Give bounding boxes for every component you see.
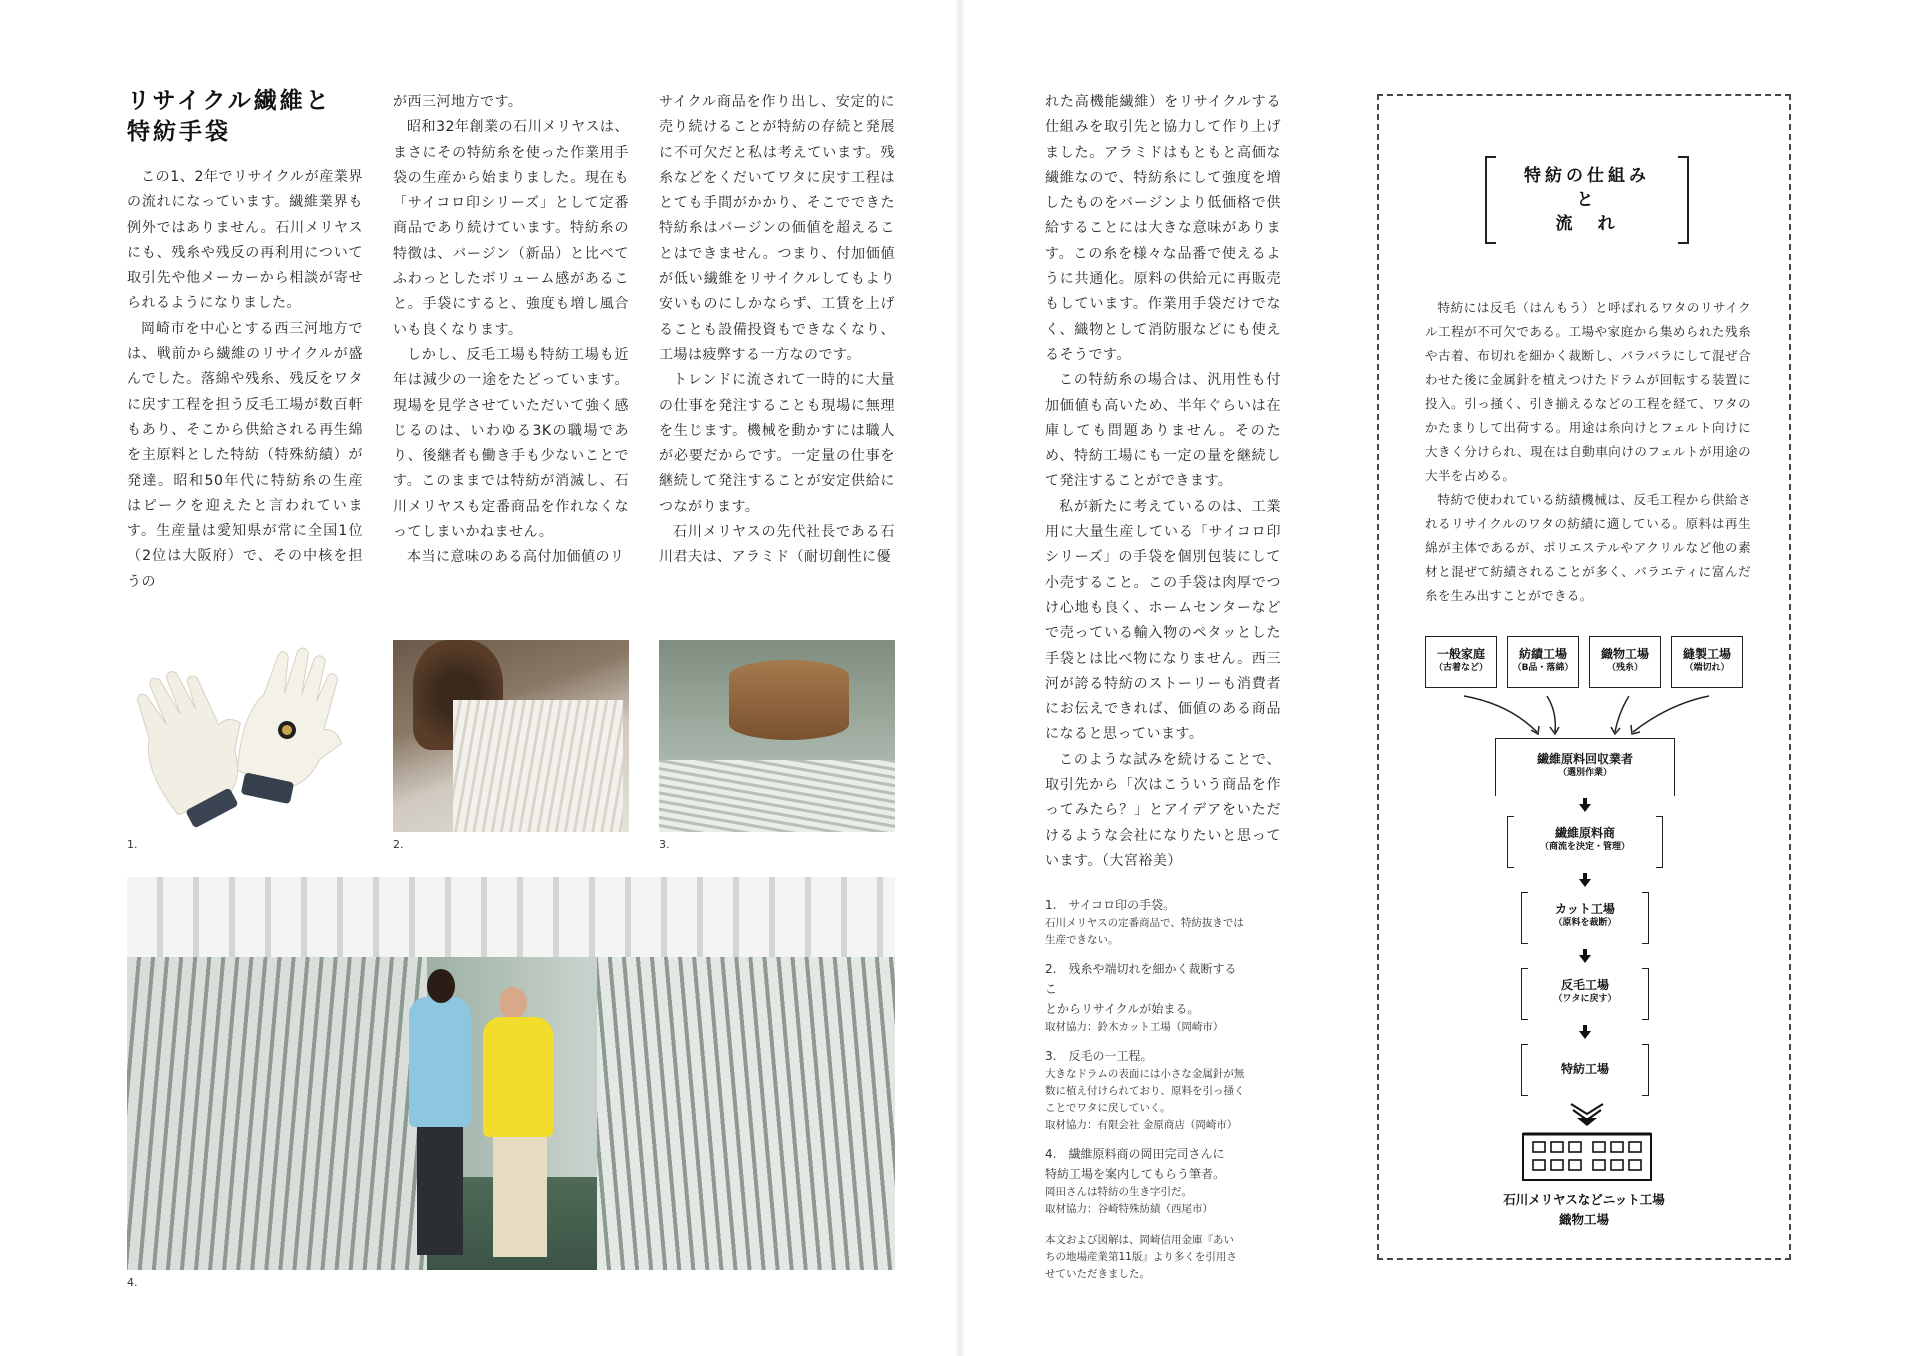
person-trousers — [493, 1137, 547, 1257]
article-column-3 — [659, 90, 895, 571]
flow-label: カット工場 — [1555, 902, 1615, 916]
photo-cutting-scraps — [393, 640, 629, 832]
caption-2-head — [1045, 959, 1245, 1019]
flow-sublabel: （原料を裁断） — [1553, 918, 1617, 928]
spinning-frame-left — [127, 957, 427, 1270]
caption-line: 本文および図解は、岡崎信用金庫『あい — [1045, 1234, 1234, 1246]
caption-4-head — [1045, 1144, 1245, 1184]
caption-line: 取材協力：鈴木カット工場（岡崎市） — [1045, 1021, 1224, 1033]
flow-source-weaving-mill — [1589, 636, 1661, 688]
paragraph: しかし、反毛工場も特紡工場も近年は減少の一途をたどっています。現場を見学させていただいて強く感じるのは、いわゆる3Kの職場であり、後継者も働き手も少ないことです。このままでは特紡が消滅し、石川メリヤスも定番商品を作れなくなってしまいかねません。 — [393, 346, 629, 541]
photo-label-2: 2. — [393, 838, 404, 851]
paragraph: 昭和32年創業の石川メリヤスは、まさにその特紡糸を使った作業用手袋の生産から始まりました。現在も「サイコロ印シリーズ」として定番商品であり続けています。特紡糸の特徴は、バージン（新品）と比べてふわっとしたボリューム感があること。手袋にすると、強度も増し風合いも良くなります。 — [393, 119, 629, 338]
article-title — [127, 86, 332, 148]
sidebar-title-line: と — [1576, 190, 1598, 210]
flow-label: 一般家庭 — [1436, 647, 1485, 661]
photo-label-1: 1. — [127, 838, 138, 851]
flow-sublabel: （商流を決定・管理） — [1539, 842, 1630, 852]
person-head — [427, 969, 455, 1003]
fabric-strips — [453, 700, 623, 832]
photo-captions — [1045, 895, 1245, 1283]
gloves-illustration — [127, 640, 363, 832]
photo-spinning-factory — [127, 877, 895, 1270]
converging-arrows-icon — [1419, 692, 1749, 742]
paragraph: が西三河地方です。 — [393, 94, 523, 110]
flow-sublabel: （端切れ） — [1684, 663, 1730, 673]
flow-label: 繊維原料回収業者 — [1536, 752, 1633, 766]
caption-1-head: 1. サイコロ印の手袋。 — [1045, 898, 1176, 912]
caption-line: 生産できない。 — [1045, 934, 1119, 946]
flow-sublabel: （選別作業） — [1557, 768, 1612, 778]
flow-label: 縫製工場 — [1682, 647, 1731, 661]
paragraph: この特紡糸の場合は、汎用性も付加価値も高いため、半年ぐらいは在庫しても問題ありません。そのため、特紡工場にも一定の量を継続して発注することができます。 — [1045, 372, 1281, 490]
flow-sublabel: （ワタに戻す） — [1553, 994, 1617, 1004]
paragraph: 本当に意味のある高付加価値のリ — [407, 549, 625, 566]
flow-source-sewing-factory — [1671, 636, 1743, 688]
sidebar-text — [1425, 296, 1751, 608]
page-gutter — [955, 0, 965, 1356]
caption-line: 取材協力：谷崎特殊紡績（西尾市） — [1045, 1203, 1213, 1215]
paragraph: この1、2年でリサイクルが産業界の流れになっています。繊維業界も例外ではありません。石川メリヤスにも、残糸や残反の再利用について取引先や他メーカーから相談が寄せられるようになりました。 — [127, 169, 363, 312]
flow-source-household — [1425, 636, 1497, 688]
arrow-down-icon — [1579, 804, 1591, 812]
caption-3-body — [1045, 1066, 1245, 1134]
photo-gloves — [127, 640, 363, 832]
cotton-fibres — [659, 760, 895, 832]
flow-collector — [1495, 738, 1675, 796]
photo-label-3: 3. — [659, 838, 670, 851]
caption-4-body — [1045, 1184, 1245, 1218]
flow-sublabel: （B品・落綿） — [1512, 663, 1574, 673]
flow-step-cutting-factory — [1521, 892, 1649, 944]
factory-building-icon — [1519, 1126, 1655, 1182]
caption-line: とからリサイクルが始まる。 — [1045, 1002, 1200, 1016]
caption-line: 岡田さんは特紡の生き字引だ。 — [1045, 1186, 1192, 1198]
person-in-yellow-shirt — [483, 1017, 553, 1137]
caption-line: 2. 残糸や端切れを細かく裁断するこ — [1045, 962, 1237, 996]
caption-2-body — [1045, 1019, 1245, 1036]
paragraph: 石川メリヤスの先代社長である石川君夫は、アラミド（耐切創性に優 — [659, 524, 895, 566]
caption-line: 数に植え付けられており、原料を引っ掻く — [1045, 1085, 1245, 1097]
person-in-blue-jacket — [409, 997, 471, 1127]
paragraph: トレンドに流されて一時的に大量の仕事を発注することも現場に無理を生じます。機械を動かすには職人が必要だからです。一定量の仕事を継続して発注することが安定供給につながります。 — [659, 372, 895, 515]
caption-line: 特紡工場を案内してもらう筆者。 — [1045, 1167, 1226, 1181]
caption-line: 取材協力：有限会社 金原商店（岡崎市） — [1045, 1119, 1238, 1131]
caption-3-head: 3. 反毛の一工程。 — [1045, 1049, 1153, 1063]
flow-step-special-spinning-factory — [1521, 1044, 1649, 1096]
paragraph: 特紡で使われている紡績機械は、反毛工程から供給されるリサイクルのワタの紡績に適している。原料は再生綿が主体であるが、ポリエステルやアクリルなど他の素材と混ぜて紡績されることが多く、バラエティに富んだ糸を生み出すことができる。 — [1425, 492, 1751, 603]
flow-label: 紡績工場 — [1518, 647, 1567, 661]
flow-step-reclaiming-factory — [1521, 968, 1649, 1020]
caption-line: ことでワタに戻していく。 — [1045, 1102, 1171, 1114]
sidebar-title — [1485, 164, 1689, 236]
flow-label: 繊維原料商 — [1554, 826, 1615, 840]
caption-line: 4. 繊維原料商の岡田完司さんに — [1045, 1147, 1225, 1161]
arrow-down-icon — [1579, 1031, 1591, 1039]
flow-step-raw-material-dealer — [1507, 816, 1663, 868]
paragraph: サイクル商品を作り出し、安定的に売り続けることが特紡の存続と発展に不可欠だと私は考えています。残糸などをくだいてワタに戻す工程はとても手間がかかり、そこでできた特紡糸はバージンの価値を超えることはできません。つまり、付加価値が低い繊維をリサイクルしてもより安いものにしかならず、工賃を上げることも設備投資もできなくなり、工場は疲弊する一方なのです。 — [659, 94, 895, 363]
photo-drum-machine — [659, 640, 895, 832]
drum-roller — [729, 660, 849, 740]
caption-line: 大きなドラムの表面には小さな金属針が無 — [1045, 1068, 1245, 1080]
final-factory-label — [1379, 1190, 1789, 1230]
final-factory-line: 石川メリヤスなどニット工場 — [1503, 1192, 1665, 1207]
flow-sublabel: （古着など） — [1433, 663, 1488, 673]
flow-sublabel: （残糸） — [1606, 663, 1643, 673]
source-note — [1045, 1232, 1245, 1283]
person-head — [499, 987, 527, 1019]
person-legs — [417, 1127, 463, 1255]
paragraph: このような試みを続けることで、取引先から「次はこういう商品を作ってみたら？」とアイデアをいただけるような会社になりたいと思っています。（大宮裕美） — [1045, 751, 1281, 869]
sidebar-process-flow — [1377, 94, 1791, 1260]
final-factory-line: 織物工場 — [1558, 1212, 1609, 1227]
caption-line: せていただきました。 — [1045, 1268, 1150, 1280]
arrow-down-icon — [1579, 955, 1591, 963]
paragraph: 私が新たに考えているのは、工業用に大量生産している「サイコロ印シリーズ」の手袋を個別包装にして小売すること。この手袋は肉厚でつけ心地も良く、ホームセンターなどで売っている輸入物のペタッとした手袋とは比べ物になりません。西三河が誇る特紡のストーリーも消費者にお伝えできれば、価値のある商品になると思っています。 — [1045, 498, 1281, 743]
flow-label: 特紡工場 — [1560, 1062, 1609, 1076]
caption-line: ちの地場産業第11版』より多くを引用さ — [1045, 1251, 1237, 1263]
flow-label: 反毛工場 — [1560, 978, 1609, 992]
yarn-spools-top — [127, 877, 895, 957]
paragraph: 岡崎市を中心とする西三河地方では、戦前から繊維のリサイクルが盛んでした。落綿や残糸、残反をワタに戻す工程を担う反毛工場が数百軒もあり、そこから供給される再生綿を主原料とした特紡（特殊紡績）が発達。昭和50年代に特紡糸の生産はピークを迎えたと言われています。生産量は愛知県が常に全国1位（2位は大阪府）で、その中核を担うの — [127, 320, 363, 590]
article-title-line2: 特紡手袋 — [127, 119, 231, 145]
photo-label-4: 4. — [127, 1276, 138, 1289]
article-column-2 — [393, 90, 629, 571]
article-column-4 — [1045, 90, 1281, 874]
article-column-1 — [127, 165, 363, 595]
spinning-frame-right — [597, 957, 895, 1270]
flow-source-spinning-mill — [1507, 636, 1579, 688]
paragraph: 特紡には反毛（はんもう）と呼ばれるワタのリサイクル工程が不可欠である。工場や家庭から集められた残糸や古着、布切れを細かく裁断し、バラバラにして混ぜ合わせた後に金属針を植えつけたドラムが回転する装置に投入。引っ掻く、引き揃えるなどの工程を経て、ワタのかたまりして出荷する。用途は糸向けとフェルト向けに大きく分けられ、現在は自動車向けのフェルトが用途の大半を占める。 — [1425, 300, 1751, 483]
sidebar-title-line: 特紡の仕組み — [1524, 166, 1650, 186]
flow-label: 織物工場 — [1600, 647, 1649, 661]
article-title-line1: リサイクル繊維と — [127, 88, 332, 114]
caption-1-body — [1045, 915, 1245, 949]
sidebar-title-line: 流 れ — [1555, 214, 1619, 234]
sidebar-title-box — [1485, 156, 1689, 242]
caption-line: 石川メリヤスの定番商品で、特紡抜きでは — [1045, 917, 1244, 929]
paragraph: れた高機能繊維）をリサイクルする仕組みを取引先と協力して作り上げました。アラミドはもともと高価な繊維なので、特紡糸にして強度を増したものをバージンより低価格で供給することには大きな意味があります。この糸を様々な品番で使えるように共通化。原料の供給元に再販売もしています。作業用手袋だけでなく、織物として消防服などにも使えるそうです。 — [1045, 94, 1281, 363]
arrow-down-icon — [1579, 879, 1591, 887]
